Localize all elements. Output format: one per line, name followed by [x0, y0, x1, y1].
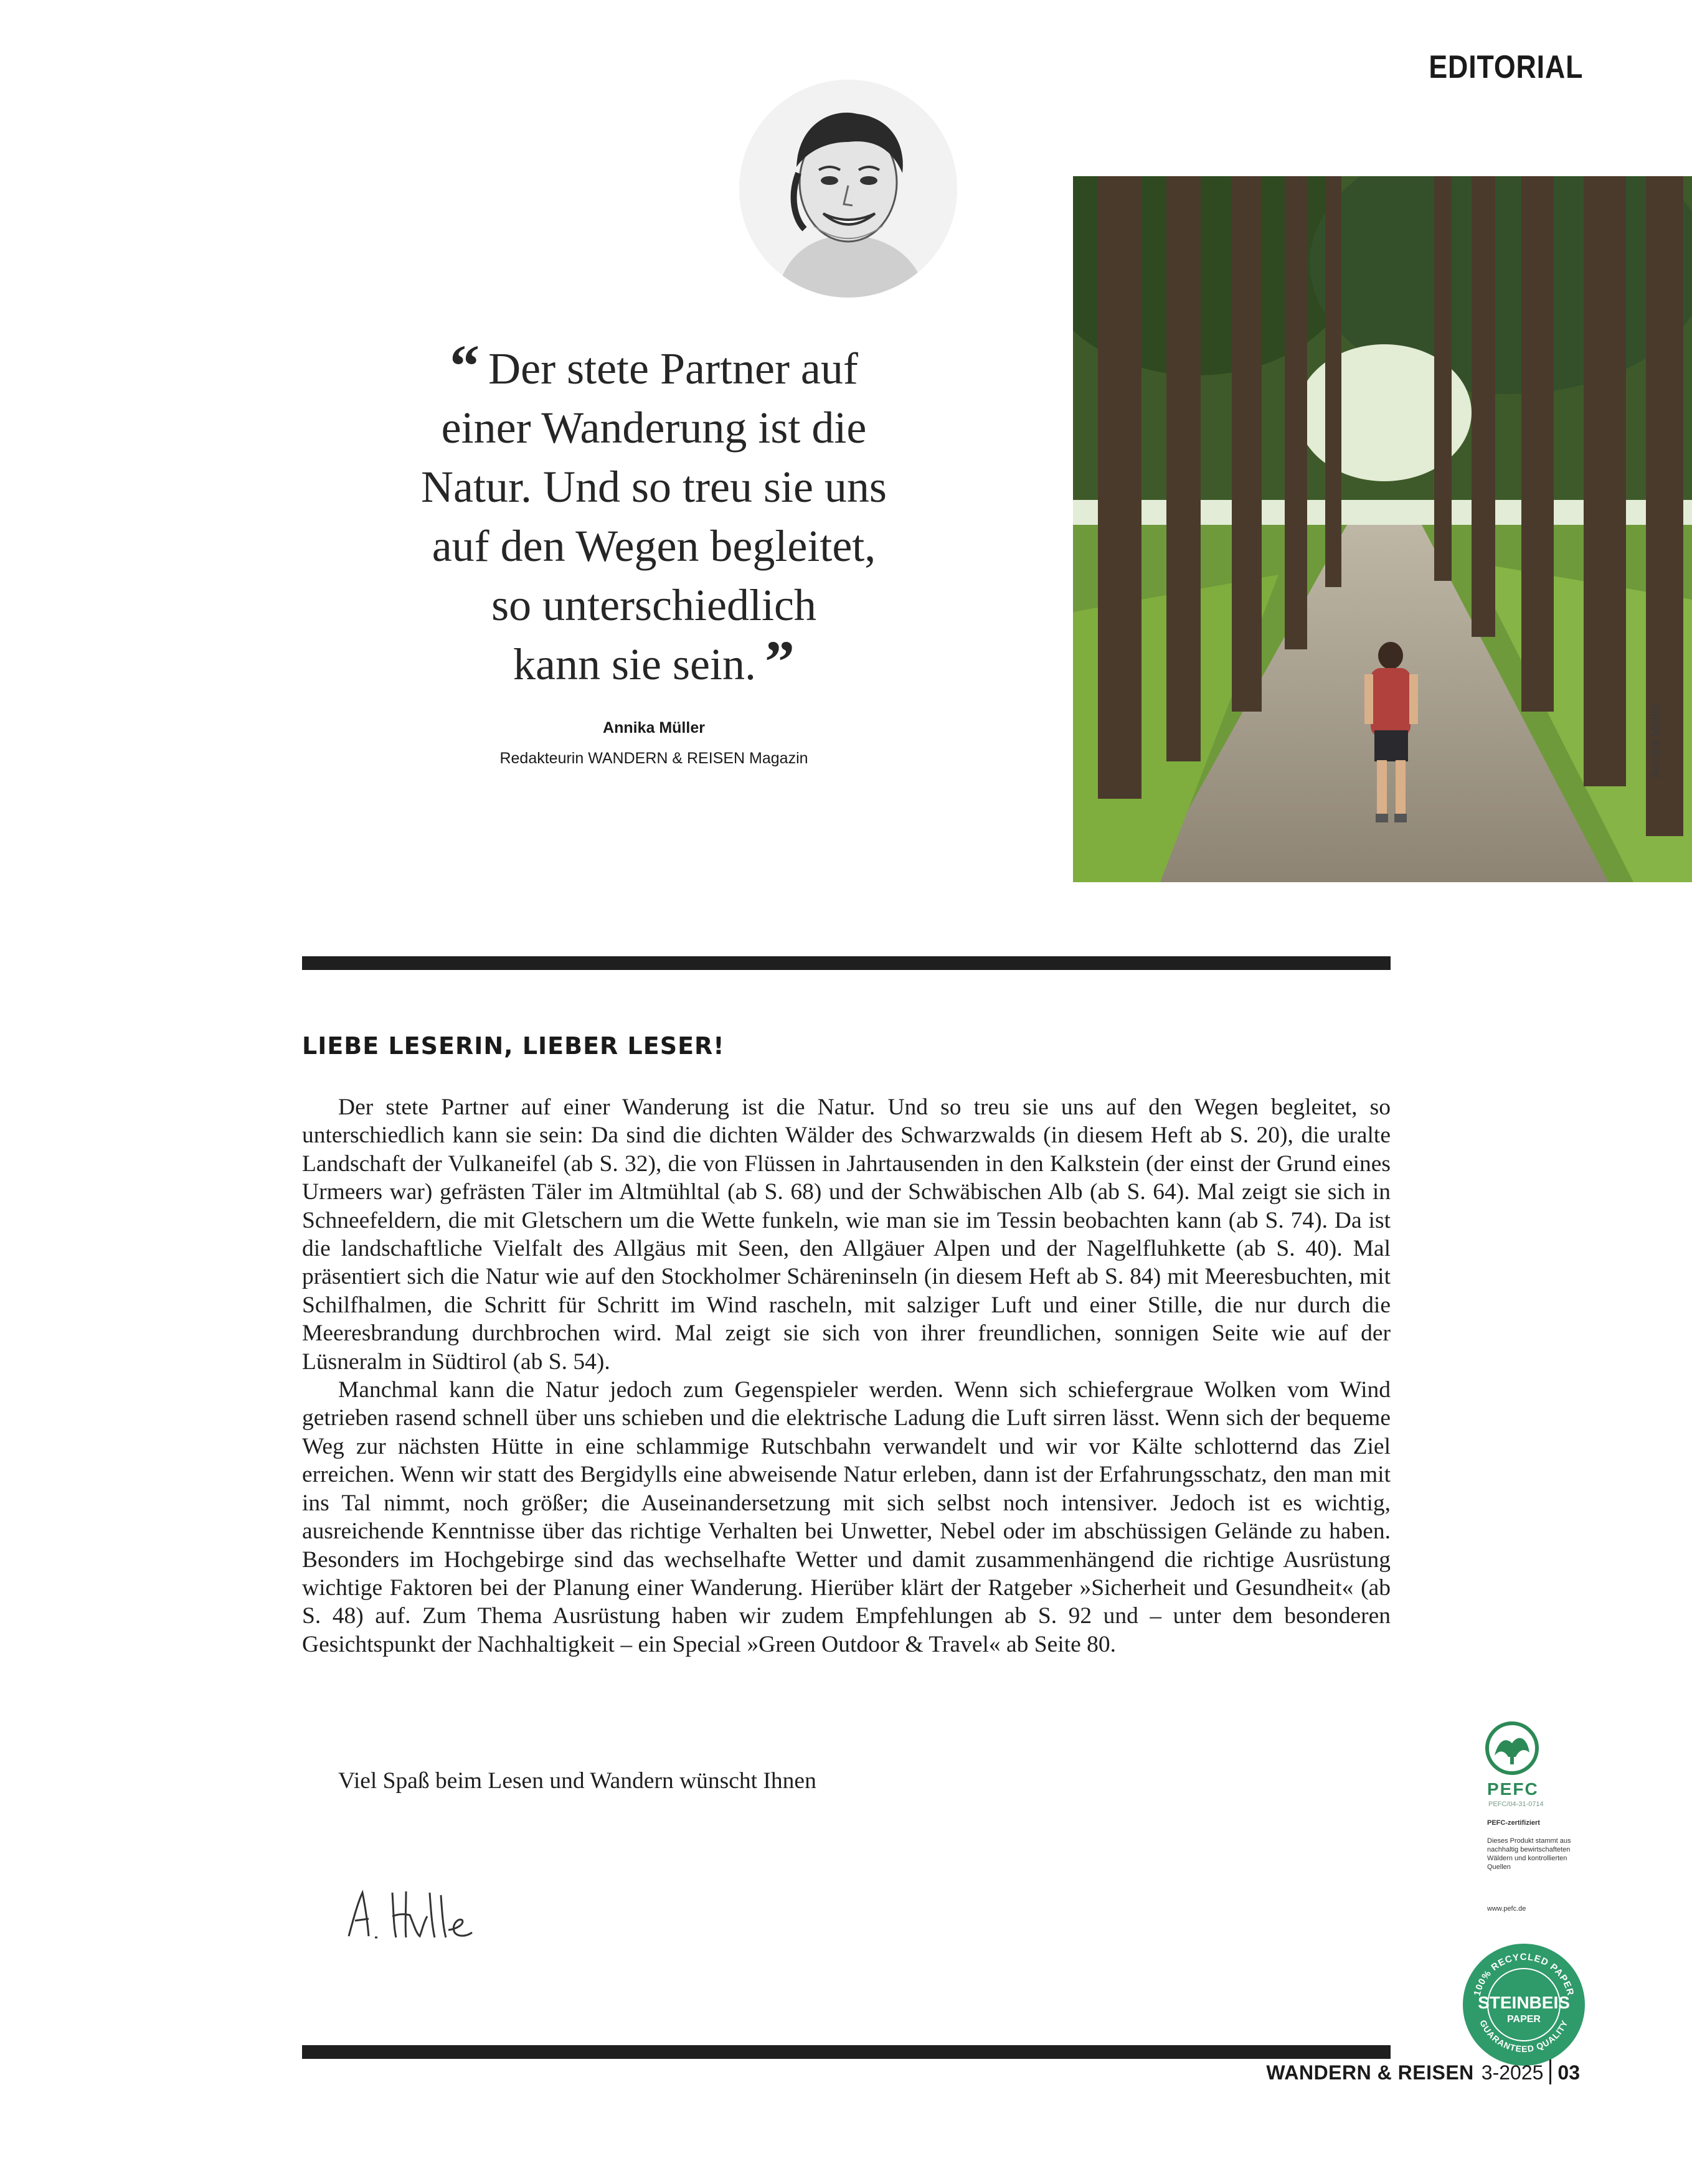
handwritten-signature — [336, 1868, 498, 1961]
quote-line: Natur. Und so treu sie uns — [421, 462, 887, 512]
pefc-certified: PEFC-zertifiziert — [1487, 1819, 1540, 1827]
footer-separator — [1549, 2059, 1551, 2084]
article-body — [302, 1093, 1391, 1659]
forest-path-image — [1073, 176, 1692, 882]
signature — [336, 1868, 498, 1961]
article-headline: LIEBE LESERIN, LIEBER LESER! — [302, 1032, 725, 1060]
divider-rule-bottom — [302, 2045, 1391, 2059]
closing-line: Viel Spaß beim Lesen und Wandern wünscht Ihnen — [338, 1768, 816, 1794]
section-label: EDITORIAL — [1429, 49, 1583, 85]
author-portrait — [739, 80, 957, 298]
pefc-text: Dieses Produkt stammt aus nachhaltig bewirtschafteten Wäldern und kontrollierten Quellen — [1487, 1837, 1571, 1871]
quote-line: einer Wanderung ist die — [441, 403, 867, 453]
pefc-url: www.pefc.de — [1487, 1905, 1526, 1913]
hiker-photo — [1073, 176, 1692, 882]
quote-line: auf den Wegen begleitet, — [432, 521, 876, 571]
recycled-paper-seal-icon — [1462, 1942, 1586, 2067]
portrait-illustration — [739, 80, 957, 298]
quote-author-role: Redakteurin WANDERN & REISEN Magazin — [499, 750, 808, 767]
steinbeis-seal — [1462, 1942, 1586, 2067]
quote-line: “ Der stete Partner auf — [450, 332, 858, 399]
magazine-name: WANDERN & REISEN — [1266, 2061, 1474, 2084]
pefc-tree-icon — [1475, 1718, 1549, 1781]
pefc-code: PEFC/04-31-0714 — [1488, 1800, 1544, 1808]
svg-text:PAPER: PAPER — [1507, 2014, 1541, 2025]
svg-text:STEINBEIS: STEINBEIS — [1478, 1993, 1570, 2012]
pull-quote — [374, 332, 934, 695]
quote-line: kann sie sein. ” — [513, 628, 795, 695]
pefc-name: PEFC — [1487, 1779, 1539, 1799]
article-paragraph: Manchmal kann die Natur jedoch zum Gegenspieler werden. Wenn sich schiefergraue Wolken vom Wind getrieben rasend schnell über uns schieben und die elektrische Ladung die Luft sirren lässt. Wenn sich der bequeme Weg zur nächsten Hütte in eine schlammige Rutschbahn verwandelt und wir vor Kälte schlotternd das Ziel erreichen. Wenn wir statt des Bergidylls eine abweisende Natur erleben, dann ist der Erfahrungsschatz, den man mit ins Tal nimmt, noch größer; die Auseinandersetzung mit sich selbst noch intensiver. Jedoch ist es wichtig, ausreichende Kenntnisse über das richtige Verhalten bei Unwetter, Nebel oder im abschüssigen Gelände zu haben. Besonders im Hochgebirge sind das wechselhafte Wetter und damit zusammenhängend die richtige Ausrüstung wichtige Faktoren bei der Planung einer Wanderung. Hierüber klärt der Ratgeber »Sicherheit und Gesundheit« (ab S. 48) auf. Zum Thema Ausrüstung haben wir zudem Empfehlungen ab S. 92 und – unter dem besonderen Gesichtspunkt der Nachhaltigkeit – ein Special »Green Outdoor & Travel« ab Seite 80. — [302, 1377, 1391, 1657]
svg-text:100% RECYCLED PAPER: 100% RECYCLED PAPER — [1472, 1951, 1576, 1997]
page-number: 03 — [1557, 2061, 1580, 2084]
pefc-logo — [1475, 1718, 1549, 1784]
issue-number: 3-2025 — [1481, 2061, 1544, 2084]
quote-author: Annika Müller — [603, 719, 705, 737]
svg-text:GUARANTEED QUALITY: GUARANTEED QUALITY — [1478, 2018, 1570, 2055]
article-paragraph: Der stete Partner auf einer Wanderung ist die Natur. Und so treu sie uns auf den Wegen begleitet, so unterschiedlich kann sie sein: Da sind die dichten Wälder des Schwarzwalds (in diesem Heft ab S. 20), die uralte Landschaft der Vulkaneifel (ab S. 32), die von Flüssen in Jahrtausenden in den Kalkstein (der einst der Grund eines Urmeers war) gefrästen Täler im Altmühltal (ab S. 68) und der Schwäbischen Alb (ab S. 64). Mal zeigt sie sich in Schneefeldern, die mit Gletschern um die Wette funkeln, wie man sie im Tessin beobachten kann (ab S. 74). Da ist die landschaftliche Vielfalt des Allgäus mit Seen, den Allgäuer Alpen und der Nagelfluhkette (ab S. 40). Mal präsentiert sich die Natur wie auf den Stockholmer Schäreninseln (in diesem Heft ab S. 84) mit Meeresbuchten, mit Schilfhalmen, die Schritt für Schritt im Wind rascheln, mit salziger Luft und einer Stille, die nur durch die Meeresbrandung durchbrochen wird. Mal zeigt sie sich von ihrer freundlichen, sonnigen Seite wie auf der Lüsneralm in Südtirol (ab S. 54). — [302, 1094, 1391, 1375]
quote-line: so unterschiedlich — [491, 580, 816, 630]
photo-credit: Annika Müller — [1649, 702, 1663, 778]
quote-close-mark: ” — [764, 628, 795, 695]
quote-open-mark: “ — [450, 332, 480, 399]
page-footer — [1266, 2059, 1580, 2084]
divider-rule-top — [302, 956, 1391, 970]
